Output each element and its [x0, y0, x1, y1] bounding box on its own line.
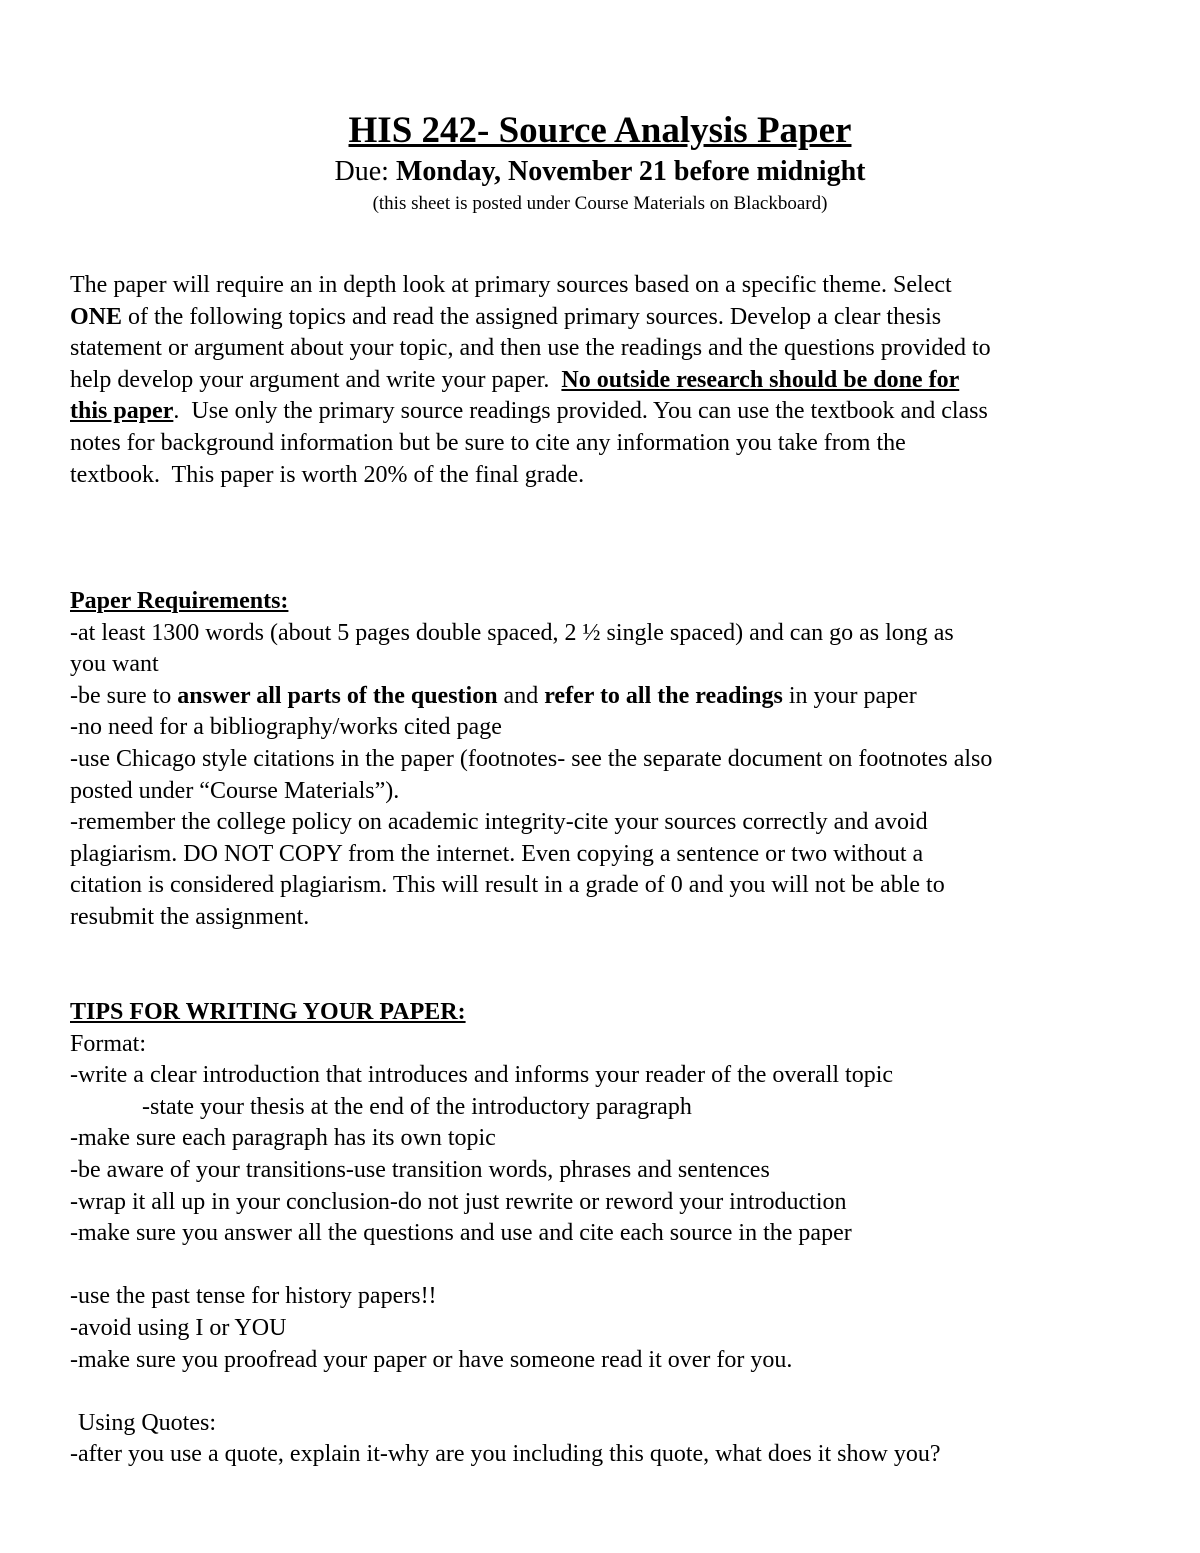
requirement-item — [70, 681, 1140, 713]
requirement-emphasis: answer all parts of the question — [177, 682, 498, 709]
tip-item: -avoid using I or YOU — [70, 1314, 287, 1341]
writing-tips-section — [70, 997, 1140, 1471]
requirement-item: -remember the college policy on academic integrity-cite your sources correctly and avoid — [70, 809, 928, 836]
tip-item: -wrap it all up in your conclusion-do not just rewrite or reword your introduction — [70, 1188, 847, 1215]
requirement-item: -at least 1300 words (about 5 pages double spaced, 2 ½ single spaced) and can go as long as — [70, 619, 954, 646]
document-title: HIS 242- Source Analysis Paper — [348, 110, 852, 151]
spacer — [70, 1250, 1140, 1282]
intro-line — [70, 302, 1140, 334]
intro-text: of the following topics and read the assigned primary sources. Develop a clear thesis — [122, 303, 942, 330]
tip-subitem: -state your thesis at the end of the introductory paragraph — [142, 1093, 692, 1120]
requirement-item: citation is considered plagiarism. This will result in a grade of 0 and you will not be able to — [70, 872, 945, 899]
format-label: Format: — [70, 1030, 146, 1057]
spacer — [70, 1376, 1140, 1408]
intro-line: statement or argument about your topic, and then use the readings and the questions provided to — [70, 335, 991, 362]
intro-paragraph — [70, 270, 1140, 491]
posted-note: (this sheet is posted under Course Materials on Blackboard) — [372, 193, 828, 214]
tips-heading: TIPS FOR WRITING YOUR PAPER: — [70, 999, 466, 1025]
tip-item: -be aware of your transitions-use transition words, phrases and sentences — [70, 1156, 770, 1183]
requirement-item: resubmit the assignment. — [70, 903, 310, 930]
due-label: Due: — [334, 156, 396, 187]
intro-line — [70, 396, 1140, 428]
requirement-item: you want — [70, 651, 159, 678]
tip-item: -after you use a quote, explain it-why are you including this quote, what does it show you? — [70, 1441, 941, 1468]
no-outside-research-notice: No outside research should be done for — [561, 366, 960, 393]
requirement-text: and — [497, 682, 545, 709]
due-date-line — [0, 154, 1200, 190]
document-header — [0, 108, 1200, 218]
emphasis-one: ONE — [70, 303, 123, 330]
no-outside-research-notice-end: this paper — [70, 398, 174, 425]
paper-requirements-section — [70, 586, 1140, 934]
intro-line: textbook. This paper is worth 20% of the final grade. — [70, 461, 585, 488]
requirement-item: plagiarism. DO NOT COPY from the internet. Even copying a sentence or two without a — [70, 840, 924, 867]
tip-item: -use the past tense for history papers!! — [70, 1283, 437, 1310]
tip-item: -write a clear introduction that introduces and informs your reader of the overall topic — [70, 1062, 894, 1089]
requirement-item: -no need for a bibliography/works cited page — [70, 714, 502, 741]
requirement-text: in your paper — [782, 682, 917, 709]
intro-text: help develop your argument and write your paper. — [70, 366, 562, 393]
tip-item: -make sure each paragraph has its own topic — [70, 1125, 496, 1152]
intro-line — [70, 365, 1140, 397]
requirement-emphasis: refer to all the readings — [544, 682, 783, 709]
requirements-heading: Paper Requirements: — [70, 588, 289, 614]
using-quotes-label: Using Quotes: — [78, 1409, 216, 1436]
tip-item: -make sure you proofread your paper or have someone read it over for you. — [70, 1346, 793, 1373]
requirement-item: posted under “Course Materials”). — [70, 777, 400, 804]
intro-line: notes for background information but be sure to cite any information you take from the — [70, 429, 906, 456]
due-date-value: Monday, November 21 before midnight — [395, 156, 866, 187]
requirement-item: -use Chicago style citations in the paper (footnotes- see the separate document on footnotes also — [70, 745, 993, 772]
intro-line: The paper will require an in depth look at primary sources based on a specific theme. Select — [70, 272, 952, 298]
requirement-text: -be sure to — [70, 682, 178, 709]
tip-item: -make sure you answer all the questions and use and cite each source in the paper — [70, 1220, 852, 1247]
intro-text: . Use only the primary source readings provided. You can use the textbook and class — [173, 398, 988, 425]
